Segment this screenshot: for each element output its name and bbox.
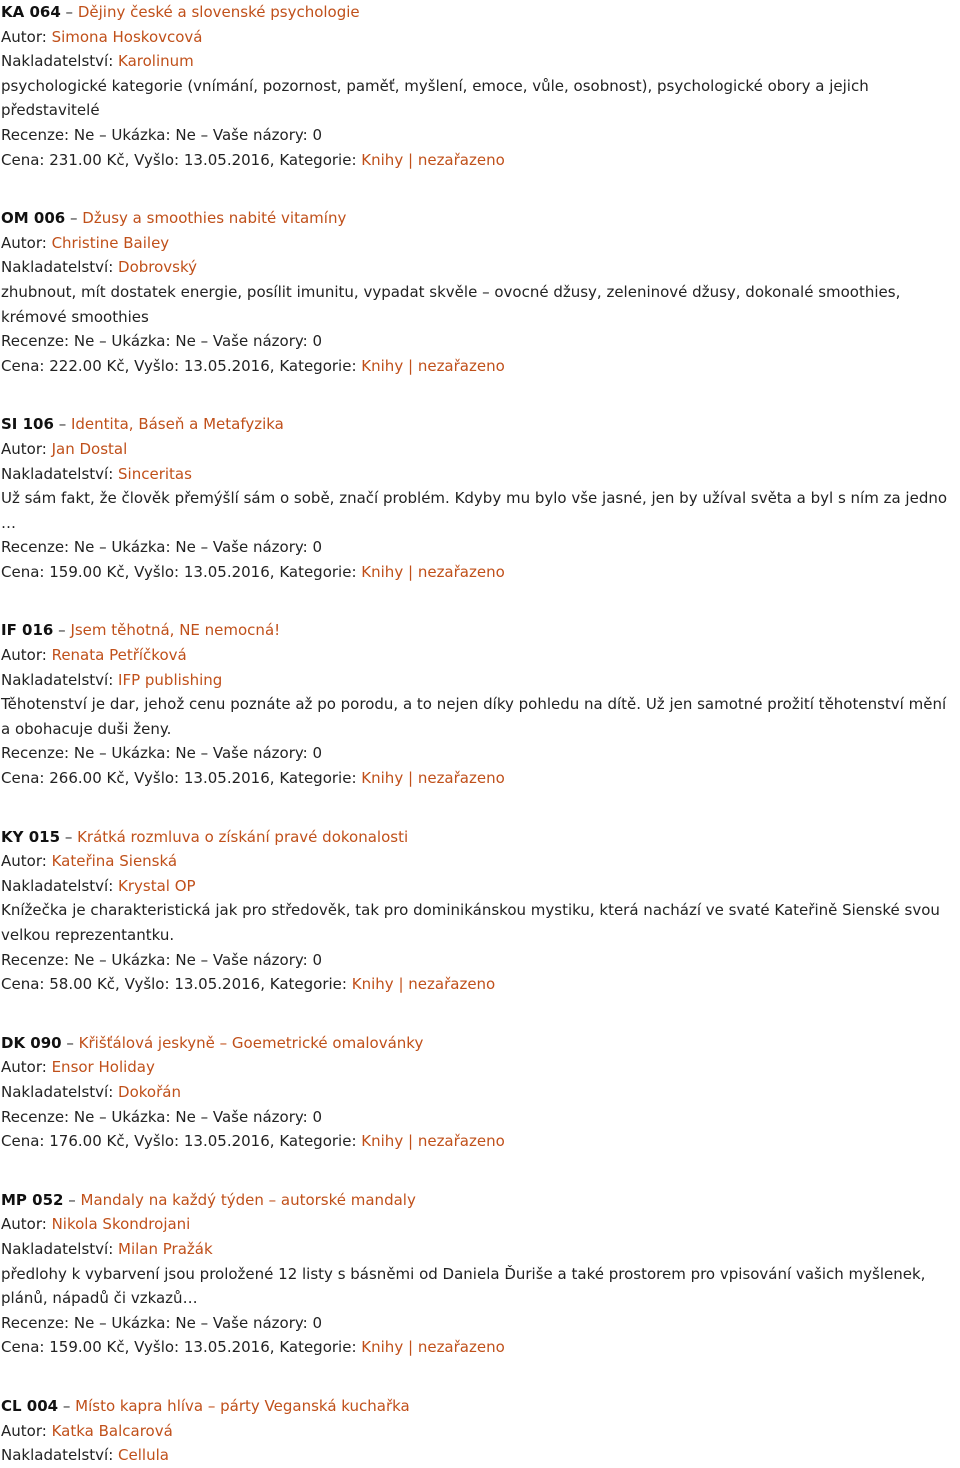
author-link[interactable]: Christine Bailey [51, 233, 170, 252]
author-line [0, 231, 960, 256]
publisher-link[interactable]: Dobrovský [118, 258, 198, 277]
book-title-link[interactable]: Dějiny české a slovenské psychologie [77, 3, 360, 21]
review-label: Recenze: [1, 538, 70, 557]
category-label: Kategorie: [279, 1338, 357, 1357]
price-line [0, 1335, 960, 1360]
book-title-link[interactable]: Jsem těhotná, NE nemocná! [70, 621, 281, 640]
publisher-label: Nakladatelství: [1, 464, 114, 483]
category-label: Kategorie: [279, 769, 357, 788]
review-value: Ne [73, 1313, 95, 1332]
review-value: Ne [73, 538, 95, 557]
sample-label: Ukázka: [111, 332, 171, 351]
book-description: Už sám fakt, že člověk přemýšlí sám o sobě, značí problém. Kdyby mu bylo vše jasné, jen by užíval světa a byl s ním za jedno … [1, 489, 948, 532]
author-label: Autor: [1, 1421, 47, 1440]
released-date: 13.05.2016, [183, 356, 275, 375]
meta-line [0, 1105, 960, 1130]
subcategory-link[interactable]: nezařazeno [417, 769, 505, 788]
book-description: psychologické kategorie (vnímání, pozornost, paměť, myšlení, emoce, vůle, osobnost), psychologické obory a jejich představitelé [1, 76, 869, 120]
category-separator: | [407, 1338, 414, 1357]
publisher-link[interactable]: Dokořán [118, 1082, 181, 1101]
publisher-link[interactable]: IFP publishing [118, 670, 223, 689]
price-line [0, 354, 960, 379]
price-value: 159.00 Kč, [49, 562, 130, 581]
sample-label: Ukázka: [111, 950, 171, 969]
opinions-count: 0 [312, 332, 323, 351]
category-link[interactable]: Knihy [361, 356, 404, 375]
price-line [0, 766, 960, 791]
subcategory-link[interactable]: nezařazeno [417, 1132, 505, 1151]
dash-separator: – [99, 744, 107, 763]
sample-value: Ne [175, 950, 196, 969]
review-value: Ne [73, 950, 95, 969]
dash-separator: – [200, 744, 209, 763]
subcategory-link[interactable]: nezařazeno [417, 150, 505, 169]
book-entry [0, 412, 960, 584]
review-value: Ne [73, 1107, 95, 1126]
review-label: Recenze: [1, 332, 70, 351]
sample-value: Ne [175, 332, 196, 351]
category-label: Kategorie: [269, 975, 347, 994]
author-label: Autor: [1, 1058, 47, 1077]
review-label: Recenze: [1, 1313, 70, 1332]
meta-line [0, 741, 960, 766]
category-separator: | [407, 356, 414, 375]
book-description: předlohy k vybarvení jsou proložené 12 listy s básněmi od Daniela Ďuriše a také prostorem pro vpisování vašich myšlenek, plánů, nápadů či vzkazů… [1, 1264, 926, 1308]
dash-separator: – [200, 950, 209, 969]
publisher-line [0, 1443, 960, 1468]
sample-label: Ukázka: [111, 1107, 171, 1126]
book-entry [0, 618, 960, 790]
released-label: Vyšlo: [124, 975, 170, 994]
price-label: Cena: [1, 356, 45, 375]
dash-separator: – [200, 538, 209, 557]
sample-label: Ukázka: [111, 125, 171, 144]
category-separator: | [407, 1132, 414, 1151]
price-line [0, 560, 960, 585]
opinions-label: Vaše názory: [212, 332, 308, 351]
publisher-link[interactable]: Krystal OP [118, 876, 196, 895]
author-link[interactable]: Renata Petříčková [51, 646, 187, 665]
book-title-link[interactable]: Identita, Báseň a Metafyzika [70, 415, 284, 434]
category-separator: | [398, 975, 404, 994]
opinions-label: Vaše názory: [212, 744, 308, 763]
meta-line [0, 948, 960, 973]
opinions-label: Vaše názory: [212, 1107, 308, 1126]
opinions-count: 0 [312, 744, 323, 763]
book-code: SI 106 [1, 415, 54, 434]
subcategory-link[interactable]: nezařazeno [417, 562, 505, 581]
dash-separator: – [99, 1107, 107, 1126]
entry-heading [0, 1031, 960, 1056]
released-date: 13.05.2016, [174, 975, 265, 994]
sample-value: Ne [175, 1313, 196, 1332]
book-code: MP 052 [1, 1190, 64, 1209]
released-date: 13.05.2016, [183, 1338, 275, 1357]
author-link[interactable]: Katka Balcarová [51, 1421, 173, 1440]
category-label: Kategorie: [279, 562, 357, 581]
publisher-line [0, 49, 960, 74]
book-code: KA 064 [1, 3, 61, 21]
author-line [0, 437, 960, 462]
released-label: Vyšlo: [134, 150, 180, 169]
publisher-label: Nakladatelství: [1, 258, 114, 277]
entry-heading [0, 825, 960, 850]
book-description: Knížečka je charakteristická jak pro středověk, tak pro dominikánskou mystiku, která nachází ve svaté Kateřině Sienské svou velkou reprezentantku. [1, 901, 940, 944]
released-label: Vyšlo: [134, 356, 180, 375]
publisher-link[interactable]: Milan Pražák [118, 1239, 213, 1258]
author-label: Autor: [1, 233, 47, 252]
author-label: Autor: [1, 1215, 47, 1234]
book-entry [0, 0, 960, 172]
author-link[interactable]: Ensor Holiday [51, 1058, 155, 1077]
opinions-count: 0 [312, 1107, 323, 1126]
subcategory-link[interactable]: nezařazeno [417, 356, 505, 375]
category-link[interactable]: Knihy [361, 1338, 404, 1357]
publisher-line [0, 255, 960, 280]
entry-heading [0, 412, 960, 437]
released-date: 13.05.2016, [183, 1132, 275, 1151]
subcategory-link[interactable]: nezařazeno [408, 975, 496, 994]
price-line [0, 972, 960, 997]
publisher-link[interactable]: Cellula [118, 1446, 169, 1465]
dash-separator: – [200, 332, 209, 351]
meta-line [0, 1311, 960, 1336]
dash-separator: – [64, 827, 73, 846]
publisher-label: Nakladatelství: [1, 1239, 114, 1258]
publisher-link[interactable]: Karolinum [118, 52, 194, 71]
price-value: 231.00 Kč, [49, 150, 130, 169]
opinions-label: Vaše názory: [212, 125, 308, 144]
category-separator: | [407, 562, 414, 581]
book-entry [0, 1188, 960, 1360]
book-entry [0, 1031, 960, 1154]
released-date: 13.05.2016, [183, 562, 275, 581]
book-entry [0, 206, 960, 378]
author-link[interactable]: Simona Hoskovcová [51, 27, 203, 46]
sample-value: Ne [175, 538, 196, 557]
meta-line [0, 123, 960, 148]
price-value: 266.00 Kč, [49, 769, 130, 788]
book-code: KY 015 [1, 827, 61, 846]
dash-separator: – [66, 1033, 74, 1052]
dash-separator: – [200, 1313, 209, 1332]
book-description: Těhotenství je dar, jehož cenu poznáte až po porodu, a to nejen díky pohledu na dítě. Už jen samotné prožití těhotenství mění a obohacuje duši ženy. [1, 695, 947, 738]
book-code: IF 016 [1, 621, 54, 640]
category-link[interactable]: Knihy [361, 1132, 404, 1151]
sample-label: Ukázka: [111, 1313, 171, 1332]
price-label: Cena: [1, 1338, 45, 1357]
opinions-label: Vaše názory: [212, 538, 308, 557]
released-date: 13.05.2016, [183, 150, 275, 169]
opinions-count: 0 [312, 950, 323, 969]
author-line [0, 1419, 960, 1444]
dash-separator: – [99, 538, 107, 557]
price-label: Cena: [1, 150, 45, 169]
publisher-line [0, 462, 960, 487]
publisher-link[interactable]: Sinceritas [118, 464, 192, 483]
price-value: 58.00 Kč, [49, 975, 120, 994]
dash-separator: – [200, 1107, 209, 1126]
author-label: Autor: [1, 439, 47, 458]
released-label: Vyšlo: [134, 769, 180, 788]
dash-separator: – [99, 1313, 107, 1332]
publisher-line [0, 874, 960, 899]
author-link[interactable]: Kateřina Sienská [51, 852, 178, 871]
review-label: Recenze: [1, 950, 70, 969]
author-line [0, 1212, 960, 1237]
subcategory-link[interactable]: nezařazeno [417, 1338, 505, 1357]
price-line [0, 148, 960, 173]
released-label: Vyšlo: [134, 1132, 180, 1151]
book-title-link[interactable]: Mandaly na každý týden – autorské mandaly [80, 1190, 416, 1209]
released-label: Vyšlo: [134, 1338, 180, 1357]
author-link[interactable]: Nikola Skondrojani [51, 1215, 191, 1234]
book-entry [0, 1394, 960, 1468]
review-label: Recenze: [1, 1107, 70, 1126]
author-label: Autor: [1, 27, 47, 46]
dash-separator: – [99, 125, 107, 144]
opinions-label: Vaše názory: [212, 950, 308, 969]
publisher-label: Nakladatelství: [1, 52, 114, 71]
entry-heading [0, 1188, 960, 1213]
dash-separator: – [200, 125, 209, 144]
category-link[interactable]: Knihy [361, 562, 404, 581]
book-entry [0, 825, 960, 997]
review-label: Recenze: [1, 744, 70, 763]
publisher-label: Nakladatelství: [1, 670, 114, 689]
price-value: 176.00 Kč, [49, 1132, 130, 1151]
sample-value: Ne [175, 125, 196, 144]
category-link[interactable]: Knihy [351, 975, 394, 994]
book-code: CL 004 [1, 1396, 59, 1415]
opinions-count: 0 [312, 538, 323, 557]
author-line [0, 25, 960, 50]
category-separator: | [407, 769, 414, 788]
dash-separator: – [65, 3, 74, 21]
entry-heading [0, 618, 960, 643]
author-link[interactable]: Jan Dostal [51, 439, 128, 458]
price-value: 222.00 Kč, [49, 356, 130, 375]
sample-label: Ukázka: [111, 744, 171, 763]
review-label: Recenze: [1, 125, 70, 144]
dash-separator: – [58, 621, 66, 640]
price-value: 159.00 Kč, [49, 1338, 130, 1357]
author-label: Autor: [1, 852, 47, 871]
book-code: DK 090 [1, 1033, 62, 1052]
dash-separator: – [99, 950, 107, 969]
price-label: Cena: [1, 1132, 45, 1151]
entry-heading [0, 0, 960, 25]
review-value: Ne [73, 332, 95, 351]
book-title-link[interactable]: Křišťálová jeskyně – Goemetrické omalovánky [78, 1033, 424, 1052]
publisher-line [0, 1237, 960, 1262]
book-description: zhubnout, mít dostatek energie, posílit imunitu, vypadat skvěle – ovocné džusy, zeleninové džusy, dokonalé smoothies, krémové smoothies [1, 282, 901, 326]
author-line [0, 849, 960, 874]
category-link[interactable]: Knihy [361, 769, 404, 788]
released-label: Vyšlo: [134, 562, 180, 581]
category-label: Kategorie: [279, 356, 357, 375]
dash-separator: – [58, 415, 67, 434]
review-value: Ne [73, 744, 95, 763]
opinions-count: 0 [312, 1313, 323, 1332]
review-value: Ne [73, 125, 95, 144]
category-separator: | [407, 150, 414, 169]
book-code: OM 006 [1, 209, 66, 228]
author-line [0, 1055, 960, 1080]
book-title-link[interactable]: Krátká rozmluva o získání pravé dokonalosti [77, 827, 409, 846]
author-label: Autor: [1, 646, 47, 665]
opinions-label: Vaše názory: [212, 1313, 308, 1332]
released-date: 13.05.2016, [183, 769, 275, 788]
price-label: Cena: [1, 769, 45, 788]
publisher-line [0, 668, 960, 693]
sample-label: Ukázka: [111, 538, 171, 557]
meta-line [0, 535, 960, 560]
meta-line [0, 329, 960, 354]
price-label: Cena: [1, 975, 45, 994]
dash-separator: – [68, 1190, 76, 1209]
dash-separator: – [70, 209, 78, 228]
entry-heading [0, 1394, 960, 1419]
category-label: Kategorie: [279, 150, 357, 169]
publisher-line [0, 1080, 960, 1105]
category-link[interactable]: Knihy [361, 150, 404, 169]
book-title-link[interactable]: Místo kapra hlíva – párty Veganská kuchařka [75, 1396, 410, 1415]
publisher-label: Nakladatelství: [1, 1082, 114, 1101]
price-line [0, 1129, 960, 1154]
publisher-label: Nakladatelství: [1, 1446, 114, 1465]
sample-value: Ne [175, 1107, 196, 1126]
dash-separator: – [99, 332, 107, 351]
author-line [0, 643, 960, 668]
sample-value: Ne [175, 744, 196, 763]
opinions-count: 0 [312, 125, 323, 144]
book-title-link[interactable]: Džusy a smoothies nabité vitamíny [82, 209, 347, 228]
category-label: Kategorie: [279, 1132, 357, 1151]
price-label: Cena: [1, 562, 45, 581]
publisher-label: Nakladatelství: [1, 876, 114, 895]
entry-heading [0, 206, 960, 231]
dash-separator: – [62, 1396, 71, 1415]
